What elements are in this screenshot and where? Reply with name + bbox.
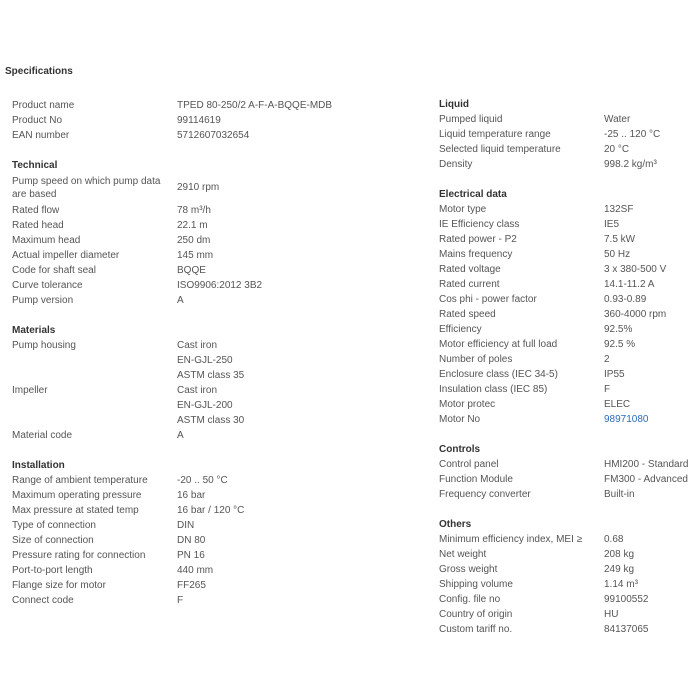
page-title: Specifications — [5, 66, 73, 77]
spec-row — [12, 383, 422, 398]
spec-row — [439, 217, 700, 232]
spec-value: IP55 — [604, 369, 625, 380]
spec-label: Curve tolerance — [12, 280, 83, 291]
spec-row — [439, 157, 700, 172]
spec-label: Pump version — [12, 295, 74, 306]
spec-label: Efficiency — [439, 324, 482, 335]
installation-section — [12, 458, 422, 608]
spec-row — [439, 412, 700, 427]
spec-label: Cos phi - power factor — [439, 294, 537, 305]
section-title-materials: Materials — [12, 325, 56, 336]
spec-row — [439, 262, 700, 277]
spec-label: Net weight — [439, 549, 487, 560]
spec-label — [12, 353, 177, 368]
spec-row — [439, 352, 700, 367]
spec-value: FF265 — [177, 580, 206, 591]
technical-section — [12, 158, 422, 308]
spec-value: 998.2 kg/m³ — [604, 159, 657, 170]
spec-label: Rated flow — [12, 205, 60, 216]
spec-value: 20 °C — [604, 144, 630, 155]
spec-value: F — [604, 384, 611, 395]
spec-value: 132SF — [604, 204, 634, 215]
spec-label: Actual impeller diameter — [12, 250, 120, 261]
spec-row — [12, 353, 422, 368]
spec-label: Motor No — [439, 414, 481, 425]
spec-row — [12, 173, 422, 203]
spec-label: Maximum operating pressure — [12, 490, 142, 501]
spec-label: Product name — [12, 100, 75, 111]
spec-value: 2910 rpm — [177, 182, 220, 193]
spec-row — [439, 472, 700, 487]
spec-row — [439, 127, 700, 142]
spec-value: IE5 — [604, 219, 620, 230]
spec-label: Minimum efficiency index, MEI ≥ — [439, 534, 583, 545]
spec-label: Rated power - P2 — [439, 234, 517, 245]
spec-row — [439, 277, 700, 292]
spec-label: Insulation class (IEC 85) — [439, 384, 548, 395]
spec-value: 5712607032654 — [177, 130, 250, 141]
spec-row — [439, 622, 700, 637]
spec-label: Gross weight — [439, 564, 498, 575]
spec-value: 78 m³/h — [177, 205, 211, 216]
spec-row — [439, 112, 700, 127]
spec-label: Density — [439, 159, 473, 170]
spec-label: Impeller — [12, 385, 48, 396]
spec-row — [12, 398, 422, 413]
spec-value: 99100552 — [604, 594, 649, 605]
spec-row — [439, 247, 700, 262]
spec-row — [12, 293, 422, 308]
spec-row — [12, 113, 422, 128]
spec-label: Liquid temperature range — [439, 129, 551, 140]
spec-row — [12, 518, 422, 533]
spec-label: Config. file no — [439, 594, 501, 605]
spec-value: ISO9906:2012 3B2 — [177, 280, 263, 291]
spec-value: 0.93-0.89 — [604, 294, 647, 305]
spec-label: Rated speed — [439, 309, 496, 320]
spec-value: DN 80 — [177, 535, 206, 546]
spec-value: Water — [604, 114, 631, 125]
spec-row — [12, 563, 422, 578]
spec-label: Motor protec — [439, 399, 496, 410]
motor-no-link[interactable]: 98971080 — [604, 414, 649, 425]
spec-value: 3 x 380-500 V — [604, 264, 667, 275]
spec-row — [12, 473, 422, 488]
spec-row — [439, 232, 700, 247]
spec-label: EAN number — [12, 130, 70, 141]
spec-row — [12, 263, 422, 278]
section-title-liquid: Liquid — [439, 99, 469, 110]
materials-section — [12, 323, 422, 443]
spec-value: -20 .. 50 °C — [177, 475, 228, 486]
spec-value: A — [177, 295, 184, 306]
spec-row — [12, 203, 422, 218]
spec-value: 440 mm — [177, 565, 214, 576]
electrical-section — [439, 187, 700, 427]
spec-value: 208 kg — [604, 549, 635, 560]
section-title-others: Others — [439, 519, 472, 530]
spec-value: -25 .. 120 °C — [604, 129, 661, 140]
spec-label: Code for shaft seal — [12, 265, 96, 276]
spec-row — [439, 457, 700, 472]
spec-label: Selected liquid temperature — [439, 144, 561, 155]
spec-label: Country of origin — [439, 609, 513, 620]
spec-label: Maximum head — [12, 235, 81, 246]
spec-row — [12, 368, 422, 383]
spec-label: Rated head — [12, 220, 64, 231]
spec-label — [12, 413, 177, 428]
spec-value: ELEC — [604, 399, 631, 410]
spec-value: BQQE — [177, 265, 206, 276]
spec-value: 84137065 — [604, 624, 649, 635]
spec-row — [439, 367, 700, 382]
spec-label: Custom tariff no. — [439, 624, 513, 635]
spec-value: ASTM class 35 — [177, 370, 245, 381]
spec-value: 249 kg — [604, 564, 635, 575]
spec-row — [439, 607, 700, 622]
section-title-technical: Technical — [12, 160, 58, 171]
spec-row — [12, 278, 422, 293]
spec-row — [12, 338, 422, 353]
spec-value: TPED 80-250/2 A-F-A-BQQE-MDB — [177, 100, 333, 111]
spec-label: Product No — [12, 115, 63, 126]
spec-label: Rated voltage — [439, 264, 501, 275]
spec-label: Material code — [12, 430, 73, 441]
spec-value: HMI200 - Standard — [604, 459, 689, 470]
spec-row — [439, 142, 700, 157]
spec-value: HU — [604, 609, 619, 620]
spec-value: 250 dm — [177, 235, 211, 246]
spec-row — [439, 337, 700, 352]
spec-row — [439, 547, 700, 562]
spec-label: Size of connection — [12, 535, 94, 546]
spec-label: Max pressure at stated temp — [12, 505, 139, 516]
spec-label: Port-to-port length — [12, 565, 93, 576]
spec-row — [12, 503, 422, 518]
spec-value: A — [177, 430, 184, 441]
spec-value: 99114619 — [177, 115, 221, 126]
spec-label: Mains frequency — [439, 249, 513, 260]
spec-row — [439, 292, 700, 307]
spec-row — [439, 382, 700, 397]
spec-label: Frequency converter — [439, 489, 531, 500]
spec-value: 16 bar — [177, 490, 206, 501]
spec-row — [12, 548, 422, 563]
spec-value: 16 bar / 120 °C — [177, 505, 245, 516]
spec-label: Flange size for motor — [12, 580, 106, 591]
spec-row — [439, 562, 700, 577]
spec-label: Connect code — [12, 595, 74, 606]
spec-label: Pump housing — [12, 340, 76, 351]
spec-value: F — [177, 595, 184, 606]
spec-row — [439, 307, 700, 322]
spec-row — [12, 593, 422, 608]
spec-row — [12, 428, 422, 443]
spec-value: 22.1 m — [177, 220, 208, 231]
spec-row — [439, 397, 700, 412]
spec-value: 92.5% — [604, 324, 633, 335]
others-section — [439, 517, 700, 637]
spec-label: IE Efficiency class — [439, 219, 520, 230]
spec-label: Control panel — [439, 459, 499, 470]
spec-row — [12, 218, 422, 233]
spec-label: Number of poles — [439, 354, 513, 365]
spec-value: 1.14 m³ — [604, 579, 638, 590]
spec-row — [439, 322, 700, 337]
spec-value: 145 mm — [177, 250, 214, 261]
spec-value: FM300 - Advanced — [604, 474, 688, 485]
spec-value: 14.1-11.2 A — [604, 279, 655, 290]
spec-value: EN-GJL-250 — [177, 355, 233, 366]
spec-value: 92.5 % — [604, 339, 636, 350]
spec-label: Pumped liquid — [439, 114, 503, 125]
spec-label: Pump speed on which pump data are based — [12, 176, 161, 200]
spec-label — [12, 398, 177, 413]
spec-row — [12, 488, 422, 503]
spec-label: Pressure rating for connection — [12, 550, 146, 561]
spec-row — [439, 592, 700, 607]
liquid-section — [439, 97, 700, 172]
left-column — [12, 98, 422, 608]
spec-row — [12, 233, 422, 248]
spec-label: Shipping volume — [439, 579, 513, 590]
spec-row — [439, 532, 700, 547]
spec-label: Function Module — [439, 474, 513, 485]
spec-value: Built-in — [604, 489, 635, 500]
section-title-electrical: Electrical data — [439, 189, 507, 200]
spec-label: Rated current — [439, 279, 500, 290]
spec-row — [12, 248, 422, 263]
spec-label — [12, 368, 177, 383]
spec-row — [12, 533, 422, 548]
spec-value: DIN — [177, 520, 195, 531]
spec-row — [12, 413, 422, 428]
spec-value: PN 16 — [177, 550, 205, 561]
spec-value: ASTM class 30 — [177, 415, 245, 426]
spec-label: Motor efficiency at full load — [439, 339, 558, 350]
spec-value: 2 — [604, 354, 610, 365]
spec-row — [439, 577, 700, 592]
spec-value: 360-4000 rpm — [604, 309, 667, 320]
section-title-controls: Controls — [439, 444, 481, 455]
spec-label: Motor type — [439, 204, 487, 215]
right-column — [439, 97, 700, 637]
spec-label: Type of connection — [12, 520, 96, 531]
spec-row — [12, 578, 422, 593]
spec-row — [12, 98, 422, 113]
spec-label: Enclosure class (IEC 34-5) — [439, 369, 558, 380]
spec-value: 50 Hz — [604, 249, 631, 260]
spec-value: 7.5 kW — [604, 234, 636, 245]
spec-row — [12, 128, 422, 143]
spec-value: Cast iron — [177, 340, 218, 351]
section-title-installation: Installation — [12, 460, 65, 471]
spec-row — [439, 202, 700, 217]
spec-value: EN-GJL-200 — [177, 400, 233, 411]
spec-value: Cast iron — [177, 385, 218, 396]
controls-section — [439, 442, 700, 502]
spec-row — [439, 487, 700, 502]
spec-value: 0.68 — [604, 534, 624, 545]
spec-label: Range of ambient temperature — [12, 475, 148, 486]
general-section — [12, 98, 422, 143]
